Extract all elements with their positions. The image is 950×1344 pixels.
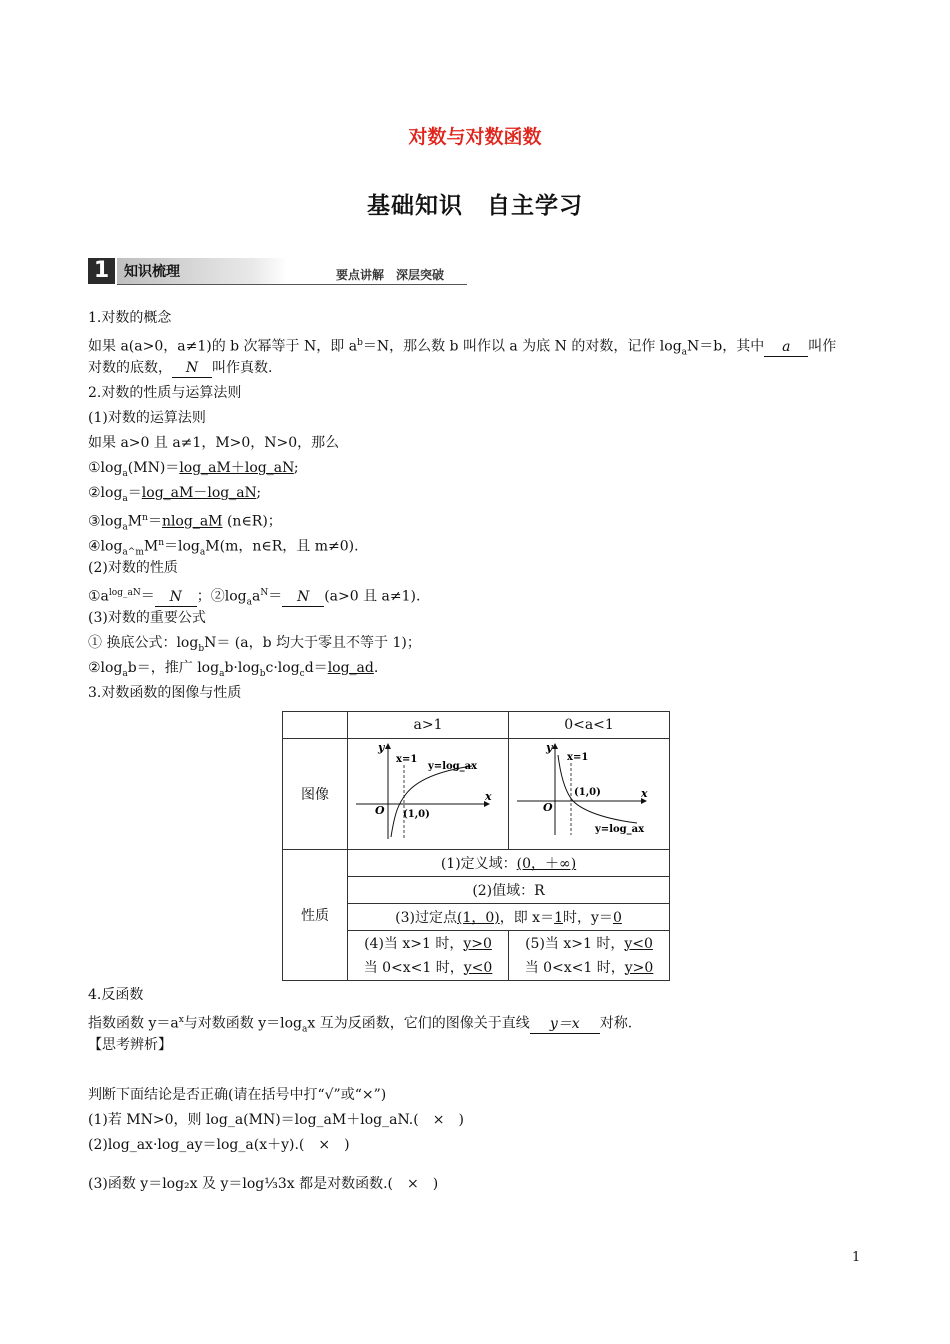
text: ＝ [268,588,283,605]
text: a [122,522,128,533]
answer-blank: y＝x [530,1015,600,1034]
think-heading: 【思考辨析】 [88,1037,172,1053]
text: ②log [88,660,123,676]
y-axis-arrow-icon [552,743,558,749]
line-label: x=1 [567,752,589,763]
graph-cell-a-lt-1 [509,739,670,850]
section-label: 知识梳理 [124,264,180,280]
text: (1)定义域： [440,856,517,872]
log-function-table [282,711,670,981]
answer-blank: N [282,588,324,607]
page-title: 对数与对数函数 [408,126,542,148]
concept-heading: 1.对数的概念 [88,310,172,326]
rules-condition: 如果 a>0 且 a≠1，M>0，N>0，那么 [88,435,340,451]
text: n [158,538,165,548]
text: ① 换底公式：log [88,635,199,651]
row-label-graph: 图像 [283,739,348,850]
text: 与对数函数 y＝log [183,1015,303,1032]
section-band [88,258,468,286]
text: ＝N，那么数 b 叫作以 a 为底 N 的对数，记作 log [362,338,682,355]
header-a-gt-1: a>1 [348,712,509,739]
text: b＝，推广 log [127,660,220,676]
text: N＝ (a，b 均大于零且不等于 1)； [204,635,421,651]
nature-line [88,581,868,606]
answer: log_ad [327,660,374,676]
point-label: (1,0) [403,809,430,820]
text: a [302,1024,308,1035]
text: ＝log [164,538,200,555]
answer: log_aM－log_aN [141,485,257,501]
text: b [198,643,205,654]
text: ④log [88,538,123,555]
answer: nlog_aM [161,513,223,530]
text: (5)当 x>1 时， [525,935,625,952]
text: ；②log [196,588,247,605]
line-label: x=1 [396,754,418,765]
answer-blank: N [155,588,197,607]
text: a [122,468,128,479]
graph-a-lt-1 [511,739,667,845]
text: ; [256,485,262,501]
text: ①log [88,460,123,476]
text: ＝ [127,485,142,501]
text: ②log [88,485,123,501]
answer: 1 [554,910,564,926]
answer: y<0 [624,935,653,952]
prop-fixed-point [348,904,670,931]
page-number: 1 [852,1250,861,1265]
section-rule [117,284,467,285]
text [509,956,669,980]
text: b·log [224,660,260,676]
text: x 互为反函数，它们的图像关于直线 [307,1015,530,1032]
table-row [283,850,670,877]
think-intro: 判断下面结论是否正确(请在括号中打“√”或“×”) [88,1087,387,1103]
properties-heading: 2.对数的性质与运算法则 [88,385,242,401]
point-label: (1,0) [574,787,601,798]
text: ，即 x＝ [499,910,555,926]
inverse-line [88,1008,868,1033]
text: (4)当 x>1 时， [364,935,464,952]
text: M [143,538,159,555]
rule-2 [88,481,868,506]
text: 叫作 [808,338,837,355]
y-label: y [378,741,385,754]
prop-range: (2)值域：R [348,877,670,904]
text: ＝ [140,588,155,605]
table-corner [283,712,348,739]
log-curve-increasing [391,766,472,837]
text: 叫作真数. [212,360,273,376]
y-label: y [546,741,553,754]
lower-content [88,983,868,1197]
text: a [246,597,252,608]
text: b [357,338,363,348]
rule-3 [88,506,868,531]
text: n [142,513,148,523]
answer: 0 [612,910,622,926]
table-row [283,712,670,739]
concept-line-1 [88,331,868,356]
func-label: y=log_ax [595,824,645,835]
formula-2 [88,656,868,681]
nature-subheading: (2)对数的性质 [88,560,178,576]
text: (MN)＝ [127,460,180,476]
prop-sign-a-lt-1 [509,931,670,981]
text: 指数函数 y＝a [88,1015,179,1032]
text: a [219,668,225,679]
text: N＝b，其中 [687,338,765,355]
answer: (0，＋∞) [516,856,577,872]
text: log_aN [108,588,141,598]
header-a-lt-1: 0<a<1 [509,712,670,739]
rules-subheading: (1)对数的运算法则 [88,410,206,426]
text: ＝ [147,513,162,530]
row-label-props: 性质 [283,850,348,981]
text: ; [293,460,299,476]
origin-label: O [375,804,385,817]
prop-domain [348,850,670,877]
answer: y<0 [463,959,493,976]
table-row [283,739,670,850]
answer-blank: N [172,359,212,378]
answer: y>0 [463,935,492,952]
text: a [199,547,206,558]
y-axis-arrow-icon [385,743,391,749]
answer: y>0 [624,959,654,976]
x-label: x [641,787,648,800]
think-question-3: (3)函数 y＝log₂x 及 y＝log⅓3x 都是对数函数.( × ) [88,1176,439,1192]
text: x [178,1015,184,1025]
text: (3)过定点 [395,910,457,926]
page-subtitle: 基础知识 自主学习 [367,193,583,219]
formula-1 [88,631,868,656]
text: b [259,668,266,679]
answer: log_aM＋log_aN [179,460,294,476]
text: ③log [88,513,123,530]
concept-line-2 [88,356,868,381]
text [509,932,669,956]
rule-1 [88,456,868,481]
text: 如果 a(a>0，a≠1)的 b 次幂等于 N，即 a [88,338,358,355]
text: a [122,668,128,679]
text: 当 0<x<1 时， [524,959,625,976]
think-question-1: (1)若 MN>0，则 log_a(MN)＝log_aM＋log_aN.( × ) [88,1112,464,1128]
text: c·log [265,660,300,676]
prop-sign-a-gt-1 [348,931,509,981]
text: a [251,588,261,605]
inverse-heading: 4.反函数 [88,987,144,1003]
answer: (1，0) [456,910,500,926]
text [348,956,508,980]
text: 对称. [599,1015,633,1032]
text: (n∈R)； [222,513,282,530]
x-label: x [485,790,492,803]
graph-cell-a-gt-1 [348,739,509,850]
text: (a>0 且 a≠1). [324,588,421,605]
graph-heading: 3.对数函数的图像与性质 [88,685,242,701]
spacer [88,1058,868,1083]
rule-4 [88,531,868,556]
text: N [260,588,269,598]
formula-subheading: (3)对数的重要公式 [88,610,206,626]
section-number: 1 [88,258,115,284]
section-right-label: 要点讲解 深层突破 [336,268,445,282]
text: ①a [88,588,109,605]
text: a^m [122,547,144,558]
text: 当 0<x<1 时， [363,959,464,976]
text: a [681,347,688,358]
text: d＝ [304,660,328,676]
text: 对数的底数， [88,360,172,376]
graph-a-gt-1 [350,739,506,845]
think-question-2: (2)log_ax·log_ay＝log_a(x＋y).( × ) [88,1137,350,1153]
text: c [299,668,305,679]
func-label: y=log_ax [428,761,478,772]
text: M [127,513,143,530]
text [348,932,508,956]
text: M(m，n∈R，且 m≠0). [205,538,359,555]
text: 时，y＝ [563,910,613,926]
answer-blank: a [764,338,808,357]
text: . [373,660,379,676]
text: a [122,493,128,504]
origin-label: O [543,801,553,814]
main-content [88,306,868,706]
